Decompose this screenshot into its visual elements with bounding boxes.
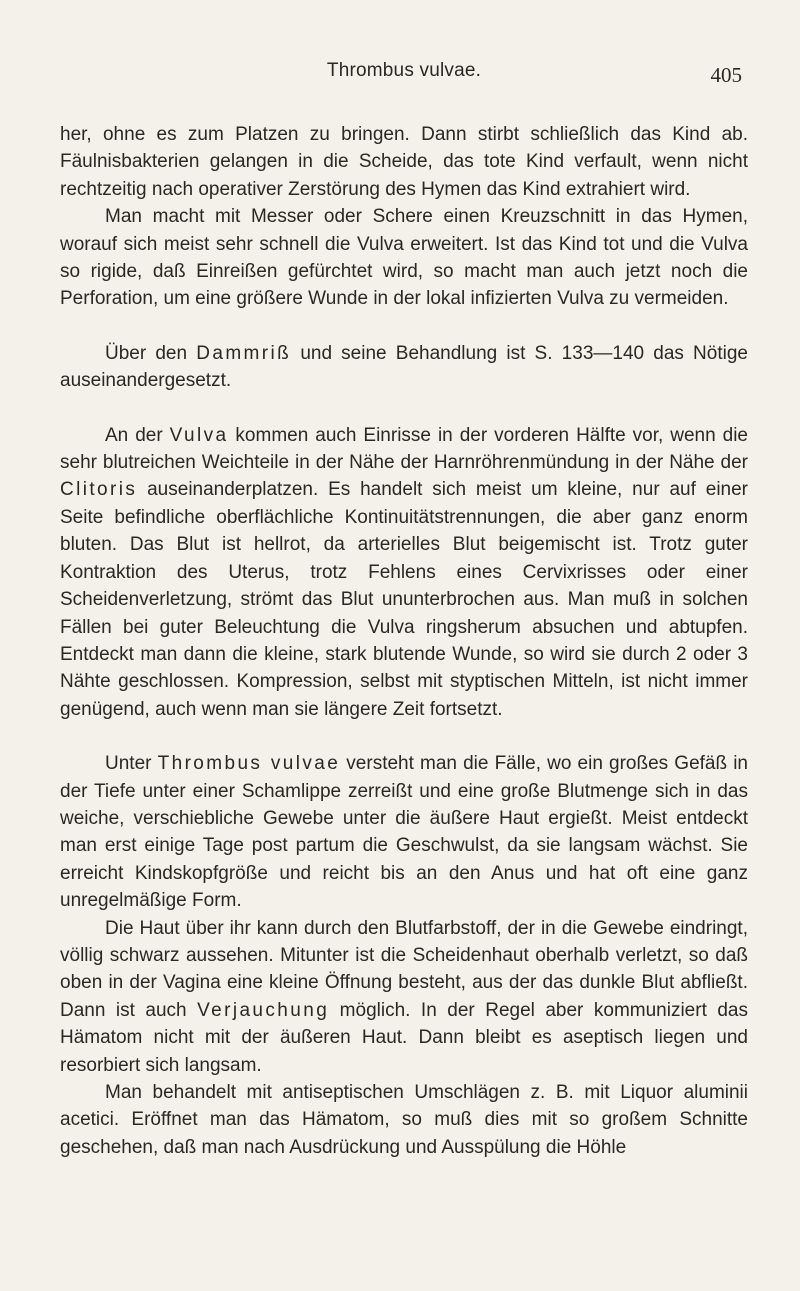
paragraph-5-text-after: versteht man die Fälle, wo ein großes Gefäß in der Tiefe unter einer Schamlippe zerreißt und eine große Blutmenge sich in das weiche, verschiebliche Gewebe unter die äußere Haut ergießt. Meist entdeckt man erst einige Tage post partum die Geschwulst, da sie langsam wächst. Sie erreicht Kindskopfgröße und reicht bis an den Anus und hat oft eine ganz unregelmäßige Form.: [60, 753, 748, 912]
paragraph-1: her, ohne es zum Platzen zu bringen. Dann stirbt schließlich das Kind ab. Fäulnisbakterien gelangen in die Scheide, das tote Kind verfault, wenn nicht rechtzeitig nach operativer Zerstörung des Hymen das Kind extrahiert wird.: [60, 124, 748, 200]
paragraph-5: [60, 750, 748, 914]
paragraph-5-text-before: Unter: [105, 753, 158, 775]
term-vulva: Vulva: [169, 424, 229, 446]
term-thrombus-vulvae: Thrombus vulvae: [157, 753, 341, 775]
paragraph-4-text-2: kommen auch Einrisse in der vorderen Hälfte vor, wenn die sehr blutreichen Weichteile in der Nähe der Harnröhrenmündung in der Nähe der: [60, 424, 748, 474]
paragraph-3-text-after: und seine Behandlung ist S. 133—140 das Nötige auseinandergesetzt.: [60, 342, 748, 392]
paragraph-2: Man macht mit Messer oder Schere einen Kreuzschnitt in das Hymen, worauf sich meist sehr schnell die Vulva erweitert. Ist das Kind tot und die Vulva so rigide, daß Einreißen gefürchtet wird, so macht man auch jetzt noch die Perforation, um eine größere Wunde in der lokal infizierten Vulva zu vermeiden.: [60, 206, 748, 310]
page-number: 405: [710, 63, 742, 87]
running-header: [60, 60, 748, 90]
paragraph-4-text-1: An der: [105, 424, 170, 446]
running-title: Thrombus vulvae.: [326, 60, 482, 81]
term-dammriss: Dammriß: [196, 342, 292, 364]
term-verjauchung: Verjauchung: [197, 999, 330, 1021]
paragraph-3: [60, 340, 748, 395]
paragraph-3-text-before: Über den: [105, 342, 197, 364]
paragraph-6-text-before: Die Haut über ihr kann durch den Blutfarbstoff, der in die Gewebe eindringt, völlig schwarz aussehen. Mitunter ist die Scheidenhaut oberhalb verletzt, so daß oben in der Vagina eine kleine Öffnung besteht, aus der das dunkle Blut abfließt. Dann ist auch: [60, 917, 748, 1021]
page-body: [60, 121, 748, 1161]
paragraph-4-text-3: auseinanderplatzen. Es handelt sich meist um kleine, nur auf einer Seite befindliche oberflächliche Kontinuitätstrennungen, die aber ganz enorm bluten. Das Blut ist hellrot, da arterielles Blut beigemischt ist. Trotz guter Kontraktion des Uterus, trotz Fehlens eines Cervixrisses oder einer Scheidenverletzung, strömt das Blut ununterbrochen aus. Man muß in solchen Fällen bei guter Beleuchtung die Vulva ringsherum absuchen und abtupfen. Entdeckt man dann die kleine, stark blutende Wunde, so wird sie durch 2 oder 3 Nähte geschlossen. Kompression, selbst mit styptischen Mitteln, ist nicht immer genügend, auch wenn man sie längere Zeit fortsetzt.: [60, 479, 748, 720]
paragraph-4: [60, 422, 748, 723]
paragraph-7: Man behandelt mit antiseptischen Umschlägen z. B. mit Liquor aluminii acetici. Eröffnet man das Hämatom, so muß dies mit so großem Schnitte geschehen, daß man nach Ausdrückung und Ausspülung die Höhle: [60, 1082, 748, 1158]
paragraph-6: [60, 915, 748, 1079]
paragraph-6-text-after: möglich. In der Regel aber kommuniziert das Hämatom nicht mit der äußeren Haut. Dann bleibt es aseptisch liegen und resorbiert sich langsam.: [60, 999, 748, 1076]
term-clitoris: Clitoris: [60, 479, 138, 501]
